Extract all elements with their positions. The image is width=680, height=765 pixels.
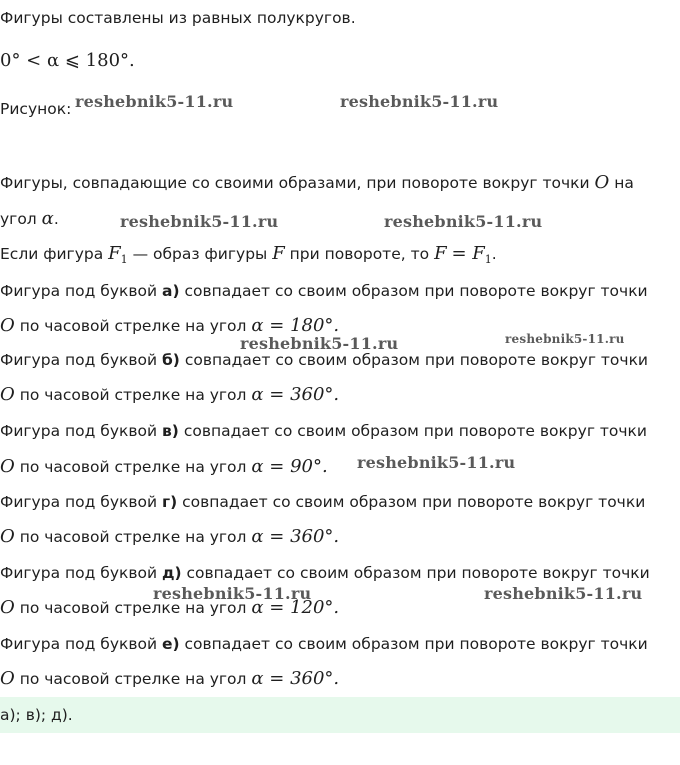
angle-range: 0° < α ⩽ 180°. xyxy=(0,50,135,71)
watermark: reshebnik5-11.ru xyxy=(340,92,499,111)
watermark: reshebnik5-11.ru xyxy=(153,584,312,603)
watermark: reshebnik5-11.ru xyxy=(484,584,643,603)
item-a-line1: Фигура под буквой а) совпадает со своим образом при повороте вокруг точки xyxy=(0,282,648,300)
item-e-line1: Фигура под буквой д) совпадает со своим образом при повороте вокруг точки xyxy=(0,564,650,582)
item-a-line2: O по часовой стрелке на угол α = 180°. xyxy=(0,315,340,336)
answer-box xyxy=(0,697,680,733)
rotation-statement-line1: Фигуры, совпадающие со своими образами, при повороте вокруг точки O на xyxy=(0,172,634,193)
rotation-statement-line2: угол α. xyxy=(0,208,59,229)
item-d-line1: Фигура под буквой г) совпадает со своим образом при повороте вокруг точки xyxy=(0,493,646,511)
item-e-line2: O по часовой стрелке на угол α = 120°. xyxy=(0,597,340,618)
item-f-line2: O по часовой стрелке на угол α = 360°. xyxy=(0,668,340,689)
item-b-line2: O по часовой стрелке на угол α = 360°. xyxy=(0,384,340,405)
item-b-line1: Фигура под буквой б) совпадает со своим образом при повороте вокруг точки xyxy=(0,351,649,369)
item-d-line2: O по часовой стрелке на угол α = 360°. xyxy=(0,526,340,547)
watermark: reshebnik5-11.ru xyxy=(240,334,399,353)
answer-text: а); в); д). xyxy=(0,706,73,724)
watermark: reshebnik5-11.ru xyxy=(357,453,516,472)
image-rule: Если фигура $F_1$ — образ фигуры F при повороте, то $F = F_1$. xyxy=(0,243,497,267)
watermark: reshebnik5-11.ru xyxy=(505,332,625,346)
watermark: reshebnik5-11.ru xyxy=(120,212,279,231)
item-f-line1: Фигура под буквой е) совпадает со своим образом при повороте вокруг точки xyxy=(0,635,648,653)
figure-label: Рисунок: xyxy=(0,100,72,118)
watermark: reshebnik5-11.ru xyxy=(384,212,543,231)
item-c-line2: O по часовой стрелке на угол α = 90°. xyxy=(0,456,328,477)
watermark: reshebnik5-11.ru xyxy=(75,92,234,111)
item-c-line1: Фигура под буквой в) совпадает со своим образом при повороте вокруг точки xyxy=(0,422,647,440)
intro-text: Фигуры составлены из равных полукругов. xyxy=(0,9,356,27)
